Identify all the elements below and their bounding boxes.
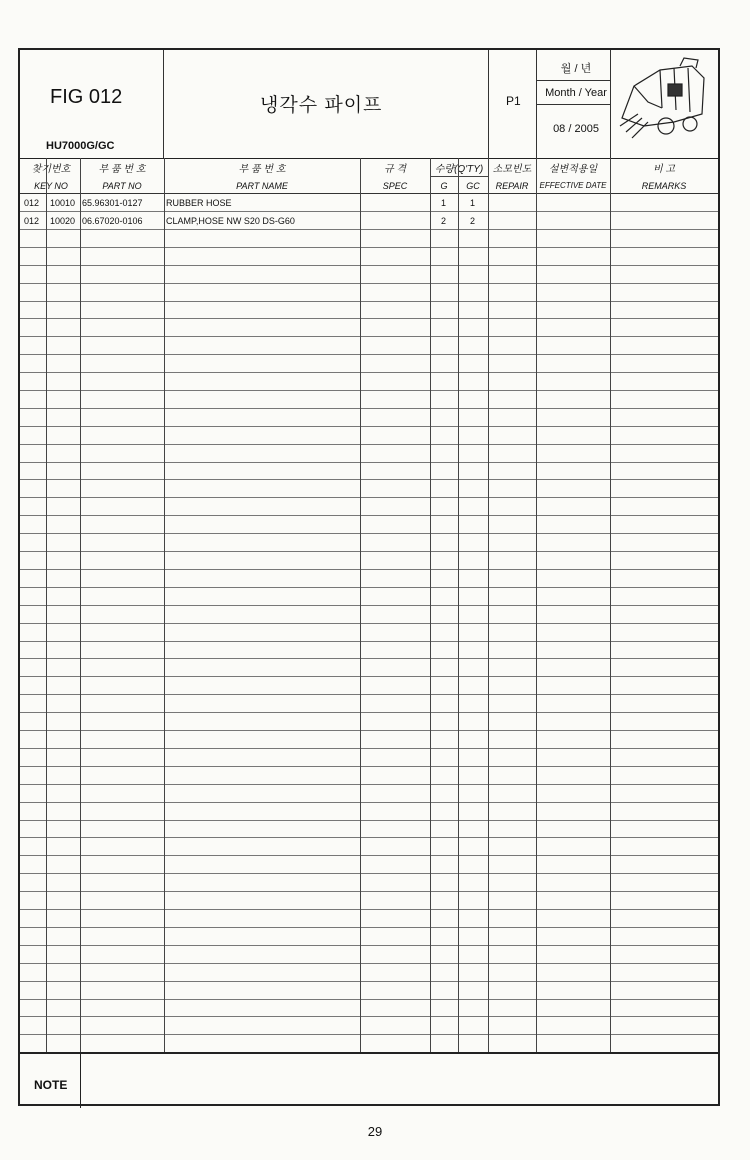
grid-line xyxy=(20,408,718,409)
model-name: HU7000G/GC xyxy=(46,140,115,152)
grid-line xyxy=(20,605,718,606)
grid-line xyxy=(20,229,718,230)
grid-line xyxy=(20,354,718,355)
sheet-header xyxy=(20,50,718,159)
parts-list-sheet xyxy=(18,48,720,1106)
grid-line xyxy=(458,158,459,1052)
grid-line xyxy=(20,927,718,928)
spec-header: SPEC xyxy=(382,181,408,191)
grid-line xyxy=(610,158,611,1052)
part-name-ko-header: 부 품 번 호 xyxy=(238,164,286,175)
page-code: P1 xyxy=(506,94,521,108)
grid-line xyxy=(20,766,718,767)
row-qty-g: 2 xyxy=(441,216,447,226)
grid-line xyxy=(488,158,489,1052)
row-fig: 012 xyxy=(24,216,40,226)
grid-line xyxy=(20,784,718,785)
grid-line xyxy=(20,426,718,427)
grid-line xyxy=(20,873,718,874)
grid-line xyxy=(430,158,431,1052)
grid-line xyxy=(20,193,718,194)
grid-line xyxy=(20,569,718,570)
grid-line xyxy=(20,909,718,910)
grid-line xyxy=(20,730,718,731)
row-key-no: 10020 xyxy=(50,216,76,226)
grid-line xyxy=(20,462,718,463)
grid-line xyxy=(20,837,718,838)
grid-line xyxy=(20,301,718,302)
issue-date: 08 / 2005 xyxy=(553,123,599,135)
grid-line xyxy=(20,497,718,498)
grid-line xyxy=(20,641,718,642)
part-no-ko-header: 부 품 번 호 xyxy=(98,164,146,175)
grid-line xyxy=(20,658,718,659)
grid-line xyxy=(20,1016,718,1017)
key-no-header: KEY NO xyxy=(34,181,68,191)
grid-line xyxy=(46,158,47,1052)
note-box xyxy=(20,1052,718,1108)
row-key-no: 10010 xyxy=(50,198,76,208)
grid-line xyxy=(20,372,718,373)
row-qty-gc: 1 xyxy=(470,198,476,208)
grid-line xyxy=(20,623,718,624)
row-fig: 012 xyxy=(24,198,40,208)
repair-header: REPAIR xyxy=(495,181,529,191)
row-part-no: 65.96301-0127 xyxy=(82,198,143,208)
combine-harvester-icon xyxy=(614,56,710,146)
grid-line xyxy=(80,158,81,1052)
effective-date-header: EFFECTIVE DATE xyxy=(539,181,607,190)
month-year-ko-label: 월 / 년 xyxy=(560,63,592,75)
grid-line xyxy=(20,336,718,337)
grid-line xyxy=(164,158,165,1052)
grid-line xyxy=(536,158,537,1052)
key-no-ko-header: 찾기번호 xyxy=(31,164,71,175)
qty-g-header: G xyxy=(440,181,448,191)
grid-line xyxy=(20,515,718,516)
grid-line xyxy=(20,211,718,212)
grid-line xyxy=(430,176,488,177)
figure-number: FIG 012 xyxy=(50,86,123,108)
note-label: NOTE xyxy=(34,1078,68,1092)
grid-line xyxy=(20,444,718,445)
grid-line xyxy=(20,390,718,391)
grid-line xyxy=(20,283,718,284)
grid-line xyxy=(20,963,718,964)
row-part-name: CLAMP,HOSE NW S20 DS-G60 xyxy=(166,216,295,226)
grid-line xyxy=(20,479,718,480)
grid-line xyxy=(20,945,718,946)
grid-line xyxy=(20,712,718,713)
repair-ko-header: 소모빈도 xyxy=(492,164,532,175)
row-part-name: RUBBER HOSE xyxy=(166,198,232,208)
effective-date-ko-header: 설변적용일 xyxy=(548,164,598,175)
grid-line xyxy=(20,802,718,803)
grid-line xyxy=(20,587,718,588)
spec-ko-header: 규 격 xyxy=(383,164,407,175)
remarks-ko-header: 비 고 xyxy=(652,164,676,175)
qty-ko-header: 수량(Q'TY) xyxy=(434,164,484,175)
grid-line xyxy=(20,1034,718,1035)
grid-line xyxy=(20,981,718,982)
part-no-header: PART NO xyxy=(102,181,142,191)
grid-line xyxy=(20,748,718,749)
grid-line xyxy=(360,158,361,1052)
grid-line xyxy=(20,533,718,534)
qty-gc-header: GC xyxy=(466,181,480,191)
row-qty-g: 1 xyxy=(441,198,447,208)
grid-line xyxy=(20,694,718,695)
grid-line xyxy=(20,891,718,892)
grid-line xyxy=(20,265,718,266)
grid-line xyxy=(20,318,718,319)
row-part-no: 06.67020-0106 xyxy=(82,216,143,226)
grid-line xyxy=(20,247,718,248)
grid-line xyxy=(20,676,718,677)
grid-line xyxy=(20,855,718,856)
grid-line xyxy=(20,999,718,1000)
grid-line xyxy=(20,820,718,821)
page-number: 29 xyxy=(367,1124,383,1139)
grid-line xyxy=(20,551,718,552)
row-qty-gc: 2 xyxy=(470,216,476,226)
part-name-header: PART NAME xyxy=(236,181,288,191)
page-title: 냉각수 파이프 xyxy=(260,95,383,116)
month-year-label: Month / Year xyxy=(545,87,607,99)
remarks-header: REMARKS xyxy=(641,181,687,191)
